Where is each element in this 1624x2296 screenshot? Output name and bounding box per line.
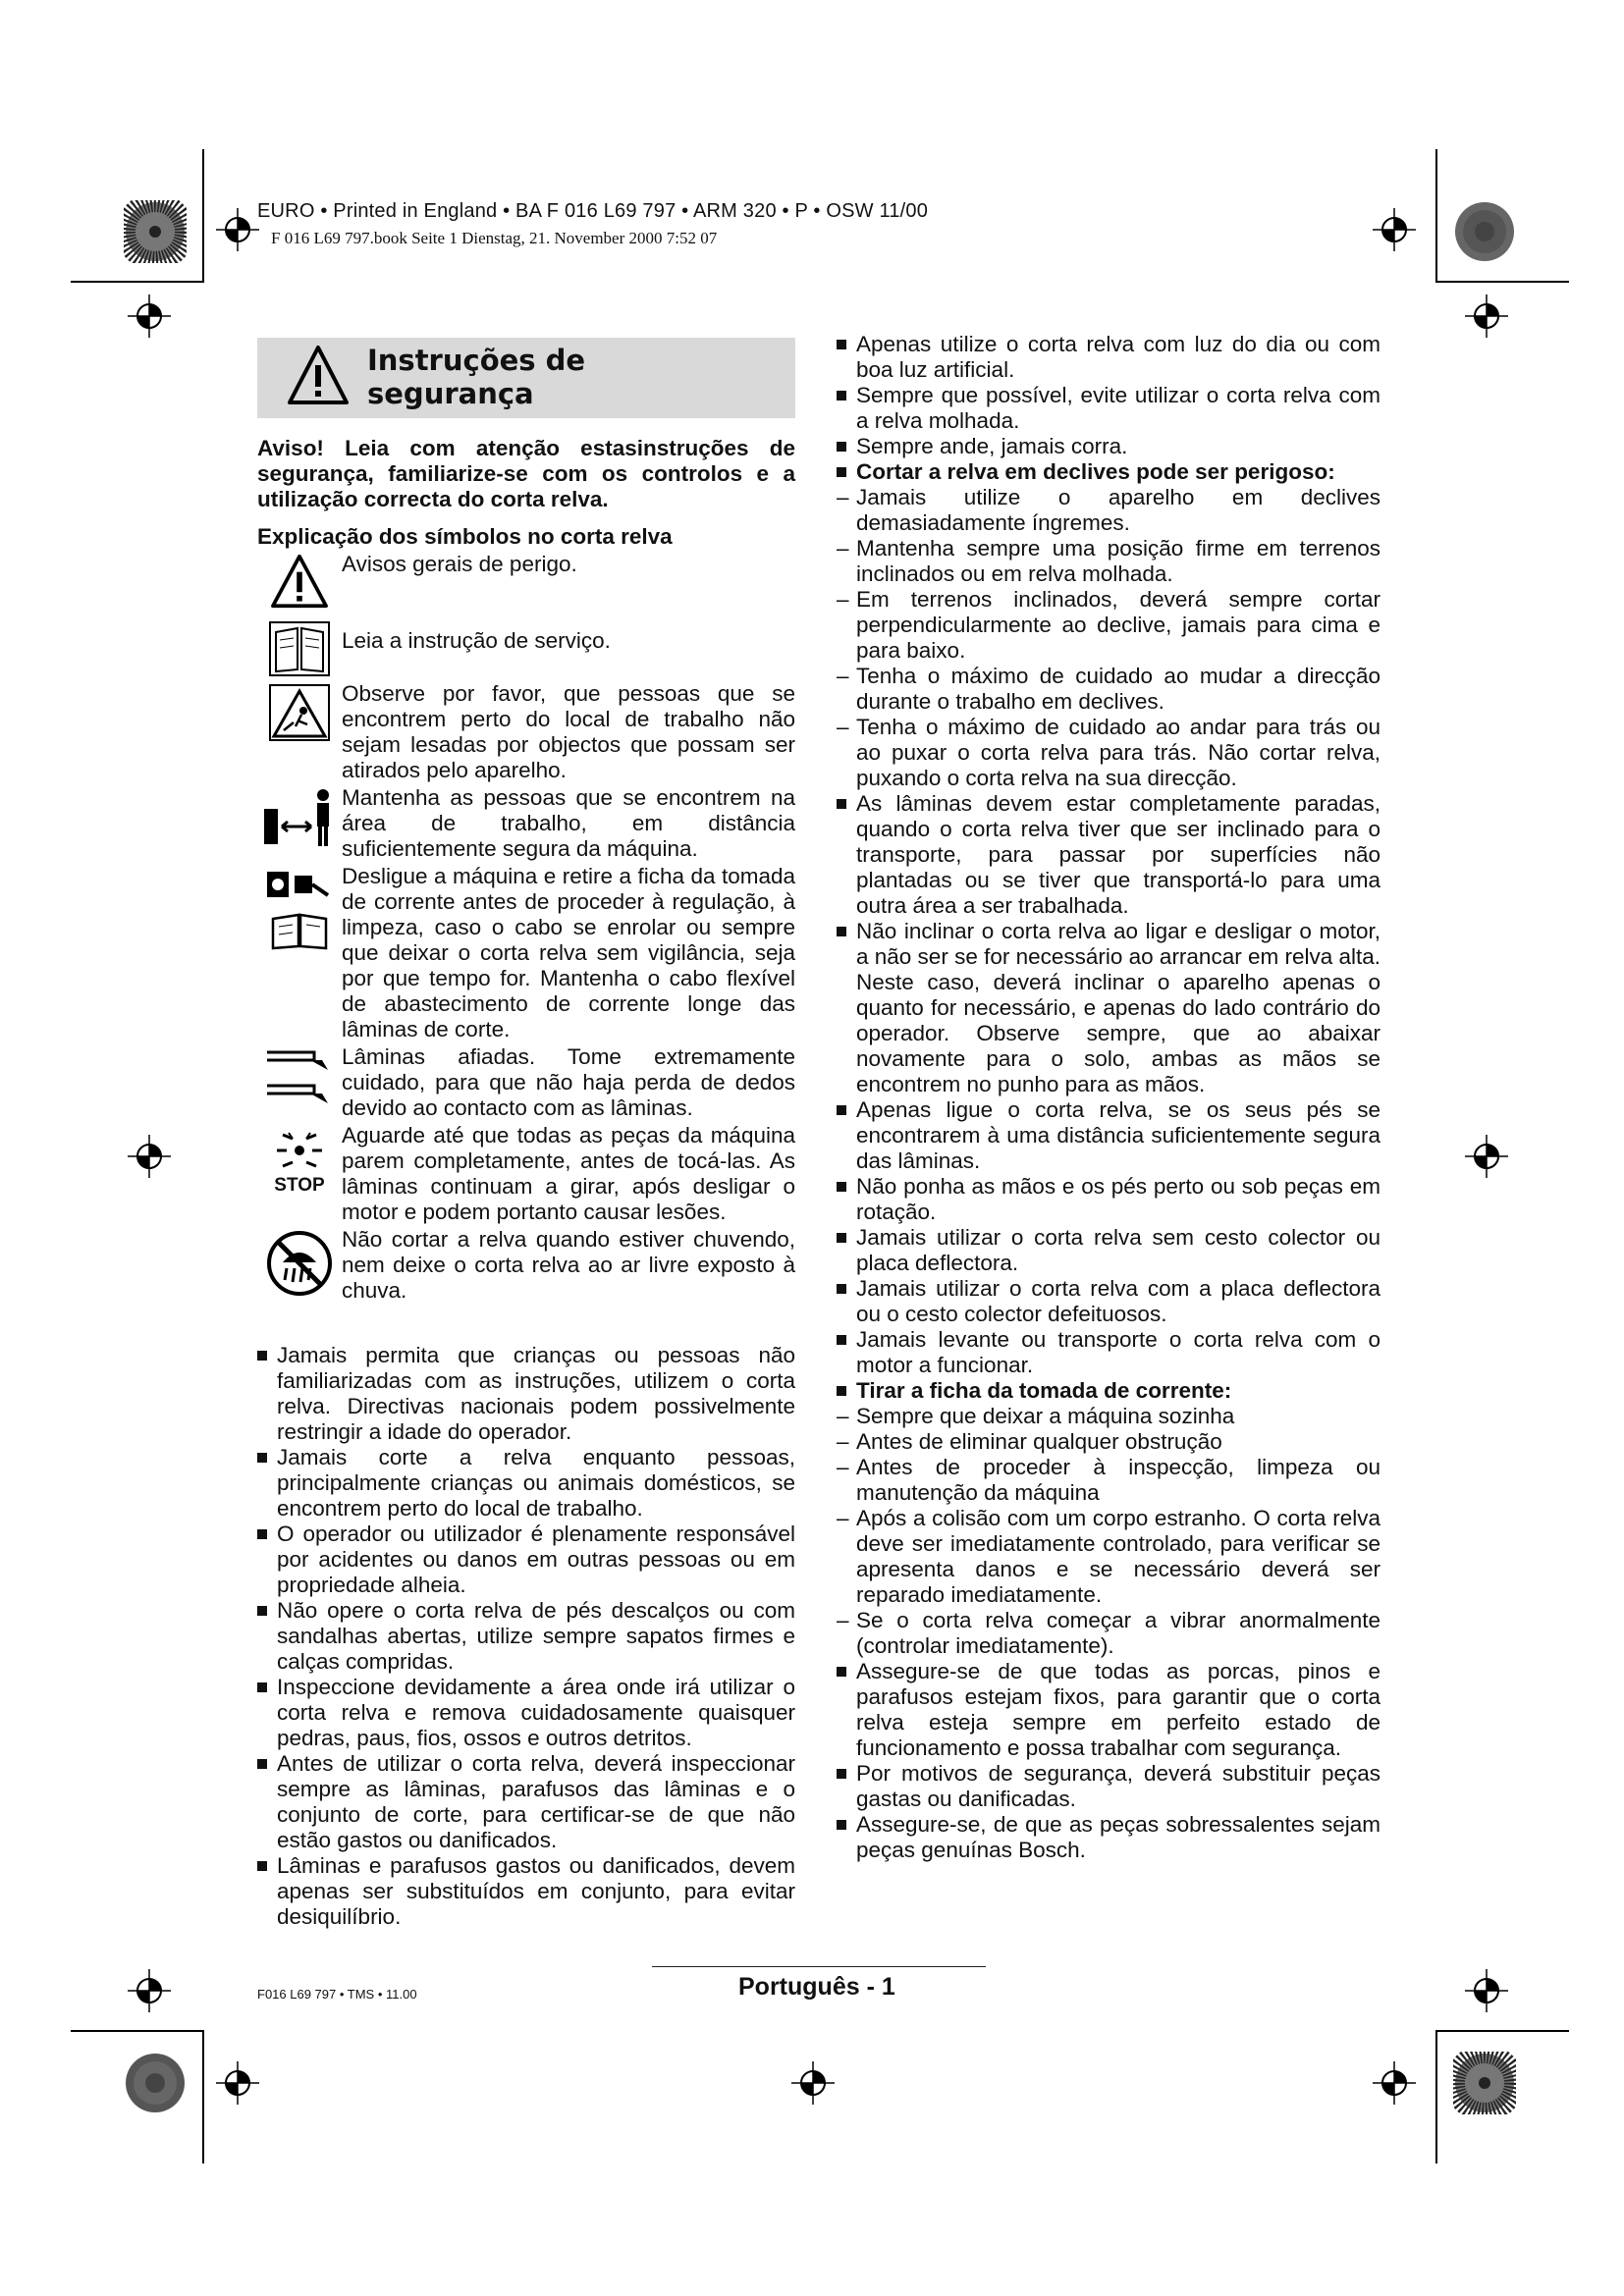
safety-dash-item: – Tenha o máximo de cuidado ao mudar a direcção durante o trabalho em declives. <box>837 664 1380 715</box>
symbol-text: Desligue a máquina e retire a ficha da tomada de corrente antes de proceder à regulação, à limpeza, caso o cabo se enrolar ou sempre que deixar o corta relva sem vigilância, seja por que tempo for. Mantenha o cabo flexível de abastecimento de corrente longe das lâminas de corte. <box>342 864 795 1041</box>
safety-dash-item: – Antes de eliminar qualquer obstrução <box>837 1429 1380 1455</box>
safety-bullet-heading: Tirar a ficha da tomada de corrente: <box>837 1378 1380 1404</box>
stop-label: STOP <box>274 1175 325 1196</box>
registration-mark-icon <box>128 294 171 338</box>
print-header-line1: EURO • Printed in England • BA F 016 L69 797 • ARM 320 • P • OSW 11/00 <box>257 200 929 222</box>
symbol-text: Observe por favor, que pessoas que se encontrem perto do local de trabalho não sejam lesadas por objectos que possam ser atirados pelo aparelho. <box>342 681 795 782</box>
right-column <box>837 332 1380 1863</box>
safety-bullet: Apenas ligue o corta relva, se os seus pés se encontrarem à uma distância suficientemente segura das lâminas. <box>837 1097 1380 1174</box>
safety-bullet: Não inclinar o corta relva ao ligar e desligar o motor, a não ser se for necessário ao arrancar em relva alta. Neste caso, deverá inclinar o aparelho apenas o quanto for necessário, e apenas do lado contrário do operador. Observe sempre, que ao abaixar novamente para o solo, ambas as mãos se encontrem no punho para as mãos. <box>837 919 1380 1097</box>
safety-bullet: Por motivos de segurança, deverá substituir peças gastas ou danificadas. <box>837 1761 1380 1812</box>
manual-book-icon <box>268 620 331 677</box>
sharp-blades-icon <box>265 1046 334 1076</box>
symbol-row <box>257 618 795 679</box>
unplug-icon <box>265 866 334 905</box>
registration-mark-icon <box>1373 2061 1416 2105</box>
symbols-heading: Explicação dos símbolos no corta relva <box>257 524 673 549</box>
safety-bullet: Jamais utilizar o corta relva sem cesto colector ou placa deflectora. <box>837 1225 1380 1276</box>
symbol-text: Não cortar a relva quando estiver chuvendo, nem deixe o corta relva ao ar livre exposto à chuva. <box>342 1227 795 1303</box>
page-label: Português - 1 <box>738 1973 895 2001</box>
safety-dash-item: – Em terrenos inclinados, deverá sempre cortar perpendicularmente ao declive, jamais para cima e para baixo. <box>837 587 1380 664</box>
safety-dash-item: – Após a colisão com um corpo estranho. O corta relva deve ser imediatamente controlado, para verificar se apresenta danos e se necessário deverá ser reparado imediatamente. <box>837 1506 1380 1608</box>
safety-dash-item: – Antes de proceder à inspecção, limpeza ou manutenção da máquina <box>837 1455 1380 1506</box>
registration-mark-icon <box>1465 1969 1508 2012</box>
safety-bullet: Não opere o corta relva de pés descalços ou com sandalhas abertas, utilize sempre sapatos firmes e calças compridas. <box>257 1598 795 1675</box>
no-rain-icon <box>265 1229 334 1298</box>
registration-mark-icon <box>1465 1135 1508 1178</box>
safety-bullet: Assegure-se de que todas as porcas, pinos e parafusos estejam fixos, para garantir que o corta relva esteja sempre em perfeito estado de funcionamento e possa trabalhar com segurança. <box>837 1659 1380 1761</box>
registration-mark-icon <box>216 2061 259 2105</box>
safety-bullet-heading: Cortar a relva em declives pode ser perigoso: <box>837 459 1380 485</box>
symbol-row <box>257 1227 795 1304</box>
registration-mark-icon <box>216 208 259 251</box>
registration-mark-icon <box>1465 294 1508 338</box>
symbol-row <box>257 864 795 1042</box>
safety-bullet: Jamais utilizar o corta relva com a placa deflectora ou o cesto colector defeituosos. <box>837 1276 1380 1327</box>
crop-line <box>1435 2030 1437 2163</box>
crop-line <box>1435 149 1437 283</box>
safety-bullet: As lâminas devem estar completamente paradas, quando o corta relva tiver que ser inclinado para o transporte, para passar por superfícies não plantadas ou se tiver que transportá-lo para uma outra área a ser trabalhada. <box>837 791 1380 919</box>
symbol-row <box>257 681 795 783</box>
safety-bullet: Apenas utilize o corta relva com luz do dia ou com boa luz artificial. <box>837 332 1380 383</box>
symbol-row <box>257 785 795 862</box>
registration-mark-icon <box>1373 208 1416 251</box>
color-rosette-icon <box>124 200 187 263</box>
crop-line <box>1435 281 1569 283</box>
safety-dash-item: – Jamais utilize o aparelho em declives demasiadamente íngremes. <box>837 485 1380 536</box>
symbol-text: Aguarde até que todas as peças da máquina parem completamente, antes de tocá-las. As lâminas continuam a girar, após desligar o motor e podem portanto causar lesões. <box>342 1123 795 1224</box>
registration-mark-icon <box>791 2061 835 2105</box>
footer-doc-code: F016 L69 797 • TMS • 11.00 <box>257 1987 417 2002</box>
crop-line <box>1435 2030 1569 2032</box>
print-header-line2: F 016 L69 797.book Seite 1 Dienstag, 21. November 2000 7:52 07 <box>271 229 718 247</box>
color-rosette-icon <box>1453 200 1516 263</box>
safety-bullet: Jamais levante ou transporte o corta relva com o motor a funcionar. <box>837 1327 1380 1378</box>
safety-bullet: Jamais corte a relva enquanto pessoas, principalmente crianças ou animais domésticos, se encontrem perto do local de trabalho. <box>257 1445 795 1522</box>
safety-bullet: Lâminas e parafusos gastos ou danificados, devem apenas ser substituídos em conjunto, para evitar desiquilíbrio. <box>257 1853 795 1930</box>
symbol-row <box>257 552 795 614</box>
section-title-box <box>257 338 795 418</box>
crop-line <box>202 2030 204 2163</box>
safety-bullet: Inspeccione devidamente a área onde irá utilizar o corta relva e remova cuidadosamente quaisquer pedras, paus, fios, ossos e outros detritos. <box>257 1675 795 1751</box>
rotating-stop-icon <box>269 1125 330 1176</box>
safety-dash-item: – Mantenha sempre uma posição firme em terrenos inclinados ou em relva molhada. <box>837 536 1380 587</box>
intro-warning: Aviso! Leia com atenção estasinstruções de segurança, familiarize-se com os controlos e a utilização correcta do corta relva. <box>257 436 795 511</box>
footer-rule <box>652 1966 986 1967</box>
registration-mark-icon <box>128 1969 171 2012</box>
safety-bullet: Sempre ande, jamais corra. <box>837 434 1380 459</box>
safety-dash-item: – Se o corta relva começar a vibrar anormalmente (controlar imediatamente). <box>837 1608 1380 1659</box>
safety-bullet: Jamais permita que crianças ou pessoas não familiarizadas com as instruções, utilizem o corta relva. Directivas nacionais podem possivelmente restringir a idade do operador. <box>257 1343 795 1445</box>
safety-dash-item: – Tenha o máximo de cuidado ao andar para trás ou ao puxar o corta relva para trás. Não cortar relva, puxando o corta relva na sua direcção. <box>837 715 1380 791</box>
safety-dash-item: – Sempre que deixar a máquina sozinha <box>837 1404 1380 1429</box>
crop-line <box>71 2030 204 2032</box>
thrown-objects-icon <box>268 683 331 742</box>
symbol-text: Avisos gerais de perigo. <box>342 552 577 576</box>
manual-book-icon <box>269 911 330 950</box>
color-rosette-icon <box>1453 2052 1516 2114</box>
color-rosette-icon <box>124 2052 187 2114</box>
safety-bullet: Sempre que possível, evite utilizar o corta relva com a relva molhada. <box>837 383 1380 434</box>
symbol-row <box>257 1123 795 1225</box>
warning-triangle-icon <box>287 344 350 406</box>
symbol-row <box>257 1044 795 1121</box>
safety-bullet: Assegure-se, de que as peças sobressalentes sejam peças genuínas Bosch. <box>837 1812 1380 1863</box>
symbol-text: Mantenha as pessoas que se encontrem na área de trabalho, em distância suficientemente segura da máquina. <box>342 785 795 861</box>
section-title-line1: Instruções de <box>367 344 586 377</box>
symbol-text: Leia a instrução de serviço. <box>342 628 611 653</box>
symbol-text: Lâminas afiadas. Tome extremamente cuidado, para que não haja perda de dedos devido ao contacto com as lâminas. <box>342 1044 795 1120</box>
safety-bullet: Não ponha as mãos e os pés perto ou sob peças em rotação. <box>837 1174 1380 1225</box>
left-column <box>257 436 795 1930</box>
safety-bullet: Antes de utilizar o corta relva, deverá inspeccionar sempre as lâminas, parafusos das lâminas e o conjunto de corte, para certificar-se de que não estão gastos ou danificados. <box>257 1751 795 1853</box>
registration-mark-icon <box>128 1135 171 1178</box>
warning-triangle-icon <box>270 554 329 609</box>
safety-bullet: O operador ou utilizador é plenamente responsável por acidentes ou danos em outras pessoas ou em propriedade alheia. <box>257 1522 795 1598</box>
crop-line <box>202 149 204 283</box>
keep-distance-icon <box>262 787 337 848</box>
sharp-blades-icon <box>265 1080 334 1109</box>
section-title-line2: segurança <box>367 377 534 410</box>
crop-line <box>71 281 204 283</box>
section-title <box>367 344 585 410</box>
